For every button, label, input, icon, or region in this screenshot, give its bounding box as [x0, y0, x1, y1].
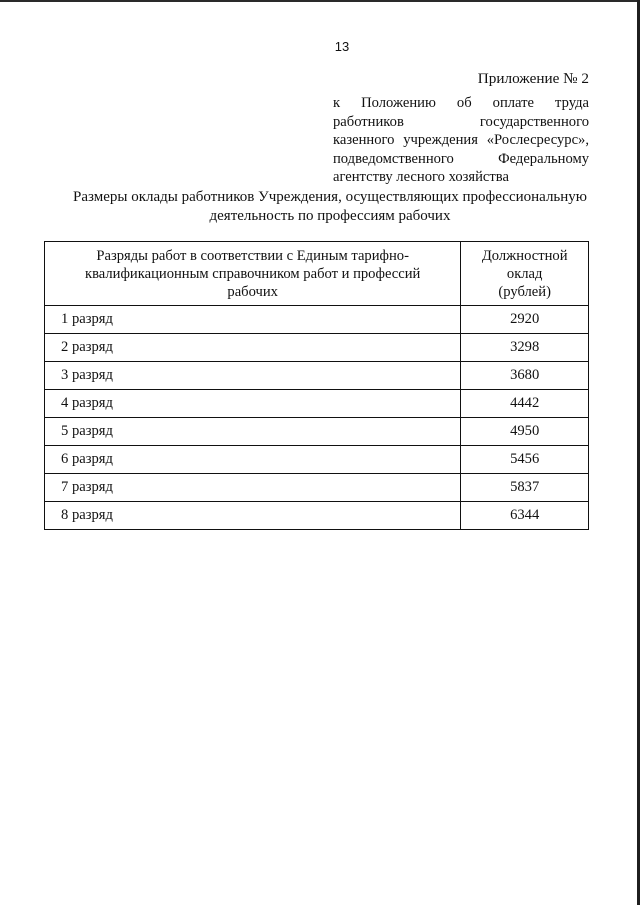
appendix-line: агентству лесного хозяйства — [333, 169, 509, 185]
table-row — [45, 474, 589, 502]
appendix-title: Приложение № 2 — [477, 70, 589, 87]
table-row — [45, 306, 589, 334]
salary-table — [44, 241, 589, 530]
header-salary-line: оклад — [506, 265, 543, 282]
header-salary — [461, 242, 589, 306]
rank-cell: 7 разряд — [45, 474, 461, 502]
header-rank — [45, 242, 461, 306]
header-salary-line: (рублей) — [498, 283, 551, 300]
page-number: 13 — [334, 39, 350, 54]
header-rank-line: Разряды работ в соответствии с Единым тарифно- — [96, 247, 409, 264]
appendix-line: к Положению об оплате труда — [333, 95, 589, 111]
table-row — [45, 418, 589, 446]
document-heading — [60, 188, 600, 225]
rank-cell: 6 разряд — [45, 446, 461, 474]
salary-cell: 5837 — [461, 474, 589, 502]
salary-cell: 2920 — [461, 306, 589, 334]
salary-cell: 3680 — [461, 362, 589, 390]
rank-cell: 2 разряд — [45, 334, 461, 362]
appendix-line: подведомственного Федеральному — [333, 150, 589, 167]
scan-edge-top — [0, 0, 640, 2]
rank-cell: 5 разряд — [45, 418, 461, 446]
salary-cell: 5456 — [461, 446, 589, 474]
heading-line: Размеры оклады работников Учреждения, осуществляющих профессиональную — [73, 189, 587, 205]
header-rank-line: рабочих — [227, 283, 278, 300]
rank-cell: 1 разряд — [45, 306, 461, 334]
table-row — [45, 390, 589, 418]
appendix-block — [333, 94, 589, 187]
heading-line: деятельность по профессиям рабочих — [209, 207, 451, 224]
appendix-line: казенного учреждения «Рослесресурс», — [333, 132, 589, 148]
table-row — [45, 334, 589, 362]
salary-cell: 4442 — [461, 390, 589, 418]
table-header-row — [45, 242, 589, 306]
header-salary-line: Должностной — [481, 247, 568, 264]
rank-cell: 8 разряд — [45, 502, 461, 530]
appendix-line: работников государственного — [333, 113, 589, 130]
header-rank-line: квалификационным справочником работ и профессий — [84, 265, 421, 282]
salary-cell: 4950 — [461, 418, 589, 446]
rank-cell: 4 разряд — [45, 390, 461, 418]
salary-cell: 6344 — [461, 502, 589, 530]
table-row — [45, 446, 589, 474]
rank-cell: 3 разряд — [45, 362, 461, 390]
salary-cell: 3298 — [461, 334, 589, 362]
table-row — [45, 502, 589, 530]
table-row — [45, 362, 589, 390]
